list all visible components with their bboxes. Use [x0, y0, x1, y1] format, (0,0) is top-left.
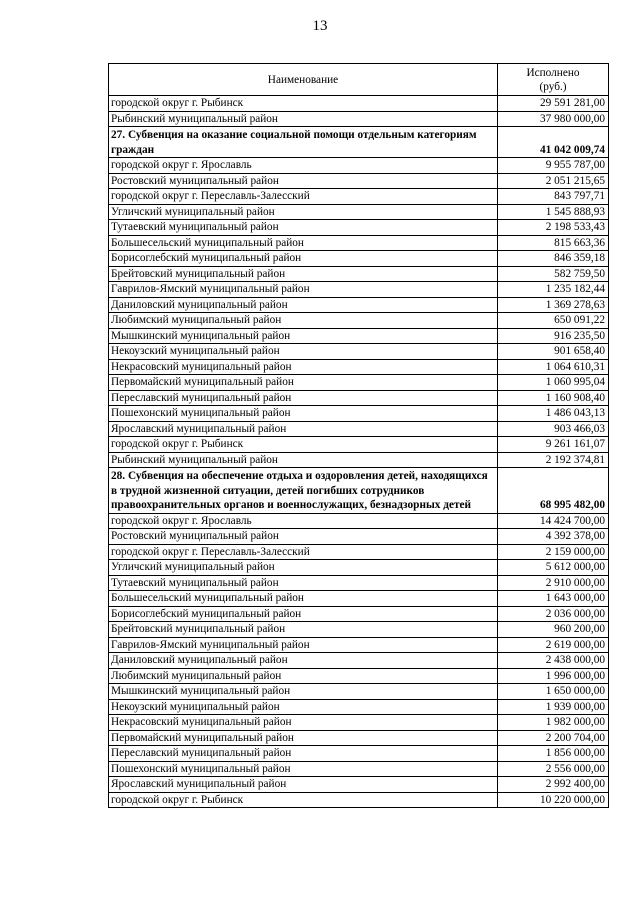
table-row: [109, 406, 609, 422]
table-row: [109, 158, 609, 174]
table-header: [109, 64, 609, 96]
executed-amount: 1 650 000,00: [498, 684, 609, 700]
recipient-name: Ярославский муниципальный район: [109, 777, 498, 793]
executed-amount: 1 643 000,00: [498, 591, 609, 607]
executed-amount: 1 160 908,40: [498, 390, 609, 406]
recipient-name: Некрасовский муниципальный район: [109, 359, 498, 375]
table-row: [109, 544, 609, 560]
recipient-name: Большесельский муниципальный район: [109, 235, 498, 251]
executed-amount: 916 235,50: [498, 328, 609, 344]
recipient-name: Угличский муниципальный район: [109, 560, 498, 576]
recipient-name: Брейтовский муниципальный район: [109, 266, 498, 282]
recipient-name: Тутаевский муниципальный район: [109, 220, 498, 236]
header-name: Наименование: [109, 64, 498, 96]
table-row: [109, 421, 609, 437]
executed-amount: 5 612 000,00: [498, 560, 609, 576]
executed-amount: 1 064 610,31: [498, 359, 609, 375]
table-row: [109, 111, 609, 127]
recipient-name: Ростовский муниципальный район: [109, 529, 498, 545]
recipient-name: Любимский муниципальный район: [109, 313, 498, 329]
table-row: [109, 715, 609, 731]
executed-amount: 901 658,40: [498, 344, 609, 360]
table-row: [109, 297, 609, 313]
table-body: [109, 96, 609, 808]
table-row: [109, 359, 609, 375]
table-row: [109, 730, 609, 746]
executed-amount: 2 556 000,00: [498, 761, 609, 777]
recipient-name: Рыбинский муниципальный район: [109, 111, 498, 127]
executed-amount: 4 392 378,00: [498, 529, 609, 545]
executed-amount: 2 192 374,81: [498, 452, 609, 468]
recipient-name: Угличский муниципальный район: [109, 204, 498, 220]
executed-amount: 650 091,22: [498, 313, 609, 329]
table-row: [109, 560, 609, 576]
executed-amount: 9 261 161,07: [498, 437, 609, 453]
executed-amount: 846 359,18: [498, 251, 609, 267]
table-row: [109, 622, 609, 638]
executed-amount: 1 486 043,13: [498, 406, 609, 422]
table-row: [109, 390, 609, 406]
recipient-name: Большесельский муниципальный район: [109, 591, 498, 607]
table-row: [109, 189, 609, 205]
recipient-name: Некоузский муниципальный район: [109, 344, 498, 360]
recipient-name: Переславский муниципальный район: [109, 390, 498, 406]
table-row: [109, 792, 609, 808]
recipient-name: Ярославский муниципальный район: [109, 421, 498, 437]
table-row: [109, 761, 609, 777]
table-row: [109, 637, 609, 653]
executed-amount: 1 545 888,93: [498, 204, 609, 220]
table-row: [109, 282, 609, 298]
recipient-name: Борисоглебский муниципальный район: [109, 606, 498, 622]
table-row: [109, 529, 609, 545]
table-row: [109, 591, 609, 607]
recipient-name: городской округ г. Рыбинск: [109, 437, 498, 453]
executed-amount: 10 220 000,00: [498, 792, 609, 808]
section-title: 28. Субвенция на обеспечение отдыха и оздоровления детей, находящихся в трудной жизненной ситуации, детей погибших сотрудников правоохранительных органов и военнослужащих, безнадзорных детей: [109, 468, 498, 514]
recipient-name: Мышкинский муниципальный район: [109, 328, 498, 344]
table-row: [109, 375, 609, 391]
executed-amount: 2 036 000,00: [498, 606, 609, 622]
executed-amount: 1 982 000,00: [498, 715, 609, 731]
table-row: [109, 313, 609, 329]
recipient-name: Рыбинский муниципальный район: [109, 452, 498, 468]
executed-amount: 1 235 182,44: [498, 282, 609, 298]
table-row: [109, 668, 609, 684]
table-row: [109, 344, 609, 360]
recipient-name: городской округ г. Ярославль: [109, 513, 498, 529]
executed-amount: 582 759,50: [498, 266, 609, 282]
table-row: [109, 699, 609, 715]
executed-amount: 2 910 000,00: [498, 575, 609, 591]
recipient-name: Пошехонский муниципальный район: [109, 761, 498, 777]
table-row: [109, 220, 609, 236]
recipient-name: городской округ г. Рыбинск: [109, 792, 498, 808]
table-row: [109, 437, 609, 453]
recipient-name: Даниловский муниципальный район: [109, 297, 498, 313]
page-number: 13: [312, 18, 328, 34]
table-row: [109, 251, 609, 267]
executed-amount: 1 939 000,00: [498, 699, 609, 715]
executed-amount: 2 051 215,65: [498, 173, 609, 189]
recipient-name: Гаврилов-Ямский муниципальный район: [109, 637, 498, 653]
table-row: [109, 173, 609, 189]
executed-amount: 9 955 787,00: [498, 158, 609, 174]
executed-amount: 2 200 704,00: [498, 730, 609, 746]
recipient-name: Первомайский муниципальный район: [109, 375, 498, 391]
recipient-name: Переславский муниципальный район: [109, 746, 498, 762]
table-row: [109, 204, 609, 220]
table-row: [109, 777, 609, 793]
recipient-name: Некоузский муниципальный район: [109, 699, 498, 715]
table-row: [109, 746, 609, 762]
executed-amount: 2 198 533,43: [498, 220, 609, 236]
table-row: [109, 452, 609, 468]
section-total: 41 042 009,74: [498, 127, 609, 158]
executed-amount: 1 060 995,04: [498, 375, 609, 391]
table-row: [109, 328, 609, 344]
executed-amount: 37 980 000,00: [498, 111, 609, 127]
table-row: [109, 96, 609, 112]
recipient-name: городской округ г. Рыбинск: [109, 96, 498, 112]
recipient-name: Ростовский муниципальный район: [109, 173, 498, 189]
table-row: [109, 575, 609, 591]
section-row: [109, 468, 609, 514]
executed-amount: 843 797,71: [498, 189, 609, 205]
table-row: [109, 606, 609, 622]
table-row: [109, 235, 609, 251]
recipient-name: Пошехонский муниципальный район: [109, 406, 498, 422]
budget-table: [108, 63, 609, 808]
recipient-name: Первомайский муниципальный район: [109, 730, 498, 746]
section-title: 27. Субвенция на оказание социальной помощи отдельным категориям граждан: [109, 127, 498, 158]
recipient-name: Тутаевский муниципальный район: [109, 575, 498, 591]
executed-amount: 1 369 278,63: [498, 297, 609, 313]
executed-amount: 29 591 281,00: [498, 96, 609, 112]
recipient-name: городской округ г. Переславль-Залесский: [109, 544, 498, 560]
table-row: [109, 513, 609, 529]
recipient-name: Мышкинский муниципальный район: [109, 684, 498, 700]
recipient-name: Некрасовский муниципальный район: [109, 715, 498, 731]
section-row: [109, 127, 609, 158]
executed-amount: 2 619 000,00: [498, 637, 609, 653]
executed-amount: 960 200,00: [498, 622, 609, 638]
recipient-name: городской округ г. Переславль-Залесский: [109, 189, 498, 205]
section-total: 68 995 482,00: [498, 468, 609, 514]
executed-amount: 815 663,36: [498, 235, 609, 251]
executed-amount: 903 466,03: [498, 421, 609, 437]
header-executed: Исполнено (руб.): [498, 64, 609, 96]
recipient-name: Любимский муниципальный район: [109, 668, 498, 684]
recipient-name: Даниловский муниципальный район: [109, 653, 498, 669]
executed-amount: 14 424 700,00: [498, 513, 609, 529]
header-row: [109, 64, 609, 96]
recipient-name: Борисоглебский муниципальный район: [109, 251, 498, 267]
table-row: [109, 653, 609, 669]
recipient-name: городской округ г. Ярославль: [109, 158, 498, 174]
recipient-name: Брейтовский муниципальный район: [109, 622, 498, 638]
recipient-name: Гаврилов-Ямский муниципальный район: [109, 282, 498, 298]
executed-amount: 2 992 400,00: [498, 777, 609, 793]
executed-amount: 1 856 000,00: [498, 746, 609, 762]
table-row: [109, 266, 609, 282]
executed-amount: 2 438 000,00: [498, 653, 609, 669]
executed-amount: 1 996 000,00: [498, 668, 609, 684]
executed-amount: 2 159 000,00: [498, 544, 609, 560]
table-row: [109, 684, 609, 700]
